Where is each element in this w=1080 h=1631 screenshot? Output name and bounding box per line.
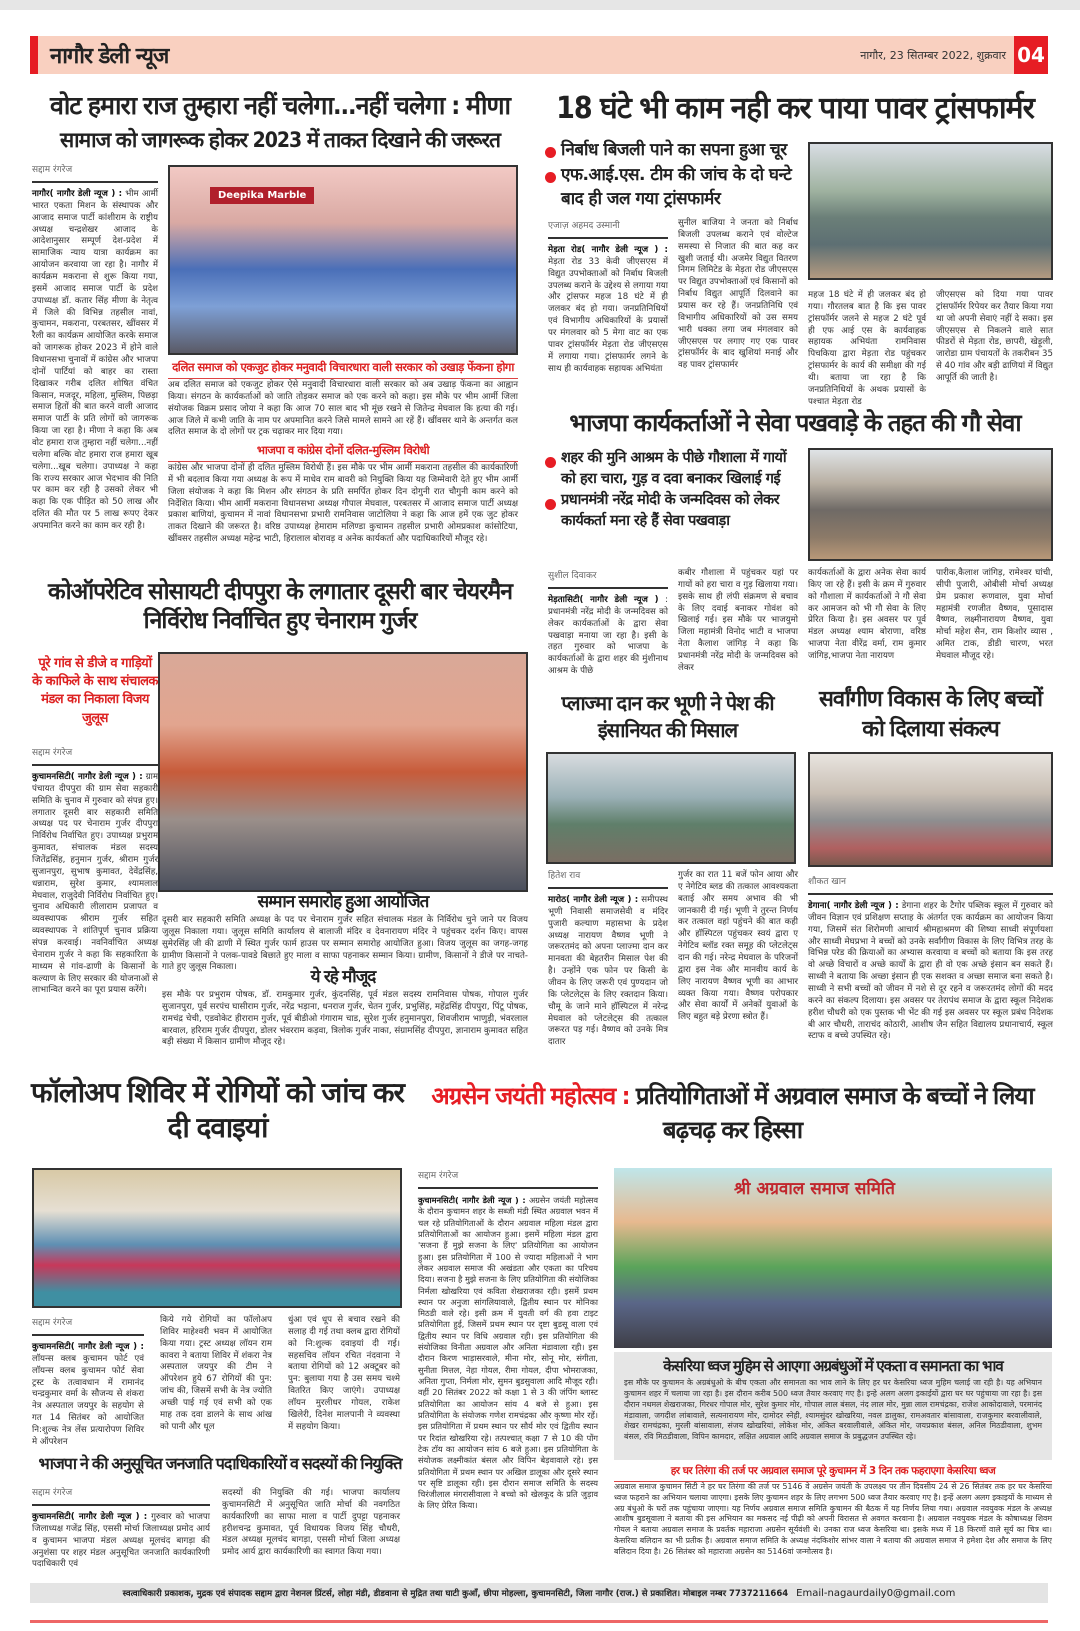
bullet-text: निर्बाध बिजली पाने का सपना हुआ चूर [561,140,787,160]
article7-col1 [32,1315,144,1449]
article9-headline [415,1080,1050,1147]
masthead [30,36,1048,74]
article2-dateline: मेड़ता रोड( नागौर डेली न्यूज ) : [548,245,668,255]
article4-dateline: कुचामनसिटी( नागौर डेली न्यूज ) : [32,772,143,782]
article8-col1-body: गुरुवार को भाजपा जिलाध्यक्ष गजेंद्र सिंह, एससी मोर्चा जिलाध्यक्ष प्रमोद आर्य व कुचामन भाजपा मंडल अध्यक्ष मूलचंद बागड़ा की अनुशंसा पर शहर मंडल अनुसूचित जनजाति कार्यकारिणी पदाधिकारी एवं [32,1512,211,1570]
article9-highlight-box [614,1352,1052,1460]
article4-side-highlight: पूरे गांव से डीजे व गाड़ियों के काफिले के साथ संचालक मंडल का निकाला विजय जुलूस [32,656,158,726]
article1-byline: सद्दाम रंगरेज [32,162,158,183]
article9-subhead-body: अग्रवाल समाज कुचामन सिटी ने हर घर तिरंगा की तर्ज पर 5146 वे अग्रसेन जयंती के उपलक्ष्य पर तीन दिवसीय 24 से 26 सितंबर तक हर घर केसरिया ध्वज फहराने का अभियान चलाया जाएगा। इसके लिए कुचामन शहर के लिए लगभग 500 ध्वज तैयार करवाए गए है। इन्हें अलग अलग इकाइयों के माध्यम से अग्र बंधुओ के घरों तक पहुंचाया जाएगा। यह निर्णय अग्रवाल समाज समिति कुचामन की बैठक में यह निर्णय लिया गया। अग्रवाल नवयुवक मंडल के अध्यक्ष आशीष बुडसूवाला ने बताया की इस अभियान का मकसद नई पीढ़ी को अपनी विरासत से अवगत करवाना है। अग्रवाल नवयुवक मंडल के कोषाध्यक्ष शिवम गोयल ने बताया अग्रवाल समाज के प्रवर्तक महाराजा अग्रसेन सूर्यवंशी थे। उनका राज ध्वज केसरिया था। इसके मध्य में 18 किरणों वाले सूर्य का चित्र था। केसरिया बलिदान का भी प्रतीक है। अग्रवाल समाज समिति के अध्यक्ष नंदकिशोर सांभर वाला ने बताया की अग्रवाल समाज ने हमेशा देश और समाज के लिए बलिदान दिया है। 26 सितंबर को महाराजा अग्रसेन का 5146वां जन्मोत्सव है। [614,1482,1052,1556]
masthead-accent [30,36,38,74]
article2-bullet [545,163,795,212]
article3-col1-text [548,595,668,678]
article7-col1-text [32,1342,144,1449]
article3-col1-body: : प्रधानमंत्री नरेंद्र मोदी के जन्मदिवस को लेकर कार्यकर्ताओं के द्वारा सेवा पखवाड़ा मनाया जा रहा है। इसी के तहत गुरुवार को भाजपा के कार्यकर्ताओं के द्वारा शहर की मुंशीनाथ आश्रम के पीछे [548,595,668,677]
article2-photo-transformer [808,142,1053,280]
article6-body: डेगाना शहर के टैगोर पब्लिक स्कूल में गुरुवार को जीवन विज्ञान एवं प्रशिक्षण सप्ताह के अंतर्गत एक कार्यक्रम का आयोजन किया गया, जिसमें संत शिरोमणी आचार्य श्रीमहाश्रमण की शिष्या साध्वी संपूर्णयशा और साध्वी मेघप्रभा ने बच्चों को उनके सर्वांगीण विकास के लिए विभित्र तरह के विभिन्न परेड की क्रियाओं का अभ्यास करवाया व बच्चों को बताया कि इस तरह वो अच्छे विचारों व अच्छे कार्यों के द्वारा ही वो एक अच्छे इंसान बन सकते हैं। साध्वी ने बताया कि अच्छा इंसान ही एक सशक्त व अच्छा समाज बना सकते है। साध्वी ने सभी बच्चों को जीवन में नशे से दूर रहने व जरूरतमंद लोगों की मदद करने का संकल्प दिलाया। इस अवसर पर तेरापंथ समाज के द्वारा स्कूल निदेशक हरीश चौधरी को एक पुस्तक भी भेंट की गई इस अवसर पर स्कूल प्रबंध निदेशक बी आर चौधरी, ताराचंद कोठारी, आशीष जैन सहित विद्यालय प्रधानाचार्य, स्कूल स्टाफ व बच्चे उपस्थित रहे। [808,901,1053,1042]
newspaper-title: नागौर डेली न्यूज [50,44,169,69]
article1-subheadline: सामाज को जागरूक होकर 2023 में ताकत दिखाने की जरूरत [59,128,501,152]
article9-headline-red: अग्रसेन जयंती महोत्सव : [431,1082,630,1110]
article2-col1-body: मेड़ता रोड 33 केवी जीएसएस में विद्युत उपभोक्ताओं को निर्बाध बिजली उपलब्ध कराने के उद्देश्य से लगाया गया और ट्रांसफर महज 18 घंटे में ही जलकर बंद हो गया। जनप्रतिनिधियों एवं विभागीय अधिकारियों के प्रयासों पर मंगलवार को 5 मेगा वाट का एक पावर ट्रांसफॉर्मर मेड़ता रोड जीएसएस में लगाया गया। ट्रांसफार्मर लगने के साथ ही कार्यवाहक सहायक अभियंता [548,256,668,374]
article6-photo-school [808,752,1053,867]
article2-col3: महज 18 घंटे में ही जलकर बंद हो गया। गौरतलब बात है कि इस पावर ट्रांसफॉर्मर जलने से महज 2 घंटे पूर्व ही एफ आई एस के कार्यवाहक सहायक अभियंता रामनिवास पिचकिया द्वारा मेड़ता रोड पहुंचकर ट्रांसफार्मर के कार्य की समीक्षा की गई थी। बताया जा रहा है कि जनप्रतिनिधियों के अथक प्रयासों के पश्चात मेड़ता रोड [808,290,926,407]
article7-col2: किये गये रोगियों का फॉलोअप शिविर माहेश्वरी भवन में आयोजित किया गया। ट्रस्ट अध्यक्ष लॉयन राम कावरा ने बताया शिविर में शंकरा नेत्र अस्पताल जयपुर की टीम ने ऑपरेशन हुये 67 रोगियों की पुन: जांच की, जिसमें सभी के नेत्र ज्योति अच्छी पाई गई एवं सभी को एक माह तक दवा डालने के साथ आंख को पानी और धूल [160,1315,272,1432]
highlight-box-title: केसरिया ध्वज मुहिम से आएगा अग्रबंधुओं में एकता व समानता का भाव [663,1357,1003,1375]
imprint-text: स्वत्वाधिकारी प्रकाशक, मुद्रक एवं संपादक सद्दाम द्वारा नेशनल प्रिंटर्स, लोहा मंडी, डीडवाना से मुद्रित तथा घाटी कुआँ, छीपा मोहल्ला, कुचामनसिटी, जिला नागौर (राज.) से प्रकाशित। मोबाइल नम्बर 7737211664 [122,1588,789,1599]
article9-body: अग्रसेन जयंती महोत्सव के दौरान कुचामन शहर के सब्जी मंडी स्थित अग्रवाल भवन में चल रहे प्रतियोगिताओं के दौरान अग्रवाल महिला मंडल द्वारा प्रतियोगिताओं का आयोजन हुआ। इसमें महिला मंडल द्वारा 'सजना हैं मुझे सजना के लिए' प्रतियोगिता का आयोजन हुआ। इस प्रतियोगिता में 100 से ज्यादा महिलाओं ने भाग लेकर अग्रवाल समाज की अखंडता और एकता का परिचय दिया। सजना है मुझे सजना के लिए प्रतियोगिता की संयोजिका निर्मला खोखरिया एवं कविता शेखराजका रही। इसमें प्रथम स्थान पर अनुजा सांगलियावाले, द्वितीय स्थान पर मोनिका मिठडी वाले रहे। इसी क्रम में युवती वर्ग की हवा टाइट प्रतियोगिता हुई, जिसमें प्रथम स्थान पर दृष्टा बुडसू वाला एवं द्वितीय स्थान पर विधि अग्रवाल रही। इस प्रतियोगिता की संयोजिका विनीता अग्रवाल और अनिता मंडावाला रही। इस दौरान किरण भाड़ासरवाले, मीना मोर, सोनू मोर, संगीता, सुनीता मित्तल, नेहा गोयल, रीमा गोयल, दीपा भोमराजका, अनिता गुप्ता, निर्मला मोर, सुमन बुडसुवाला आदि मौजूद रही। वहीं 20 सितंबर 2022 को कक्षा 1 से 3 की जंपिंग ब्लास्ट प्रतियोगिता का आयोजन सांय 4 बजे से हुआ। इस प्रतियोगिता के संयोजक गणेश रामचंद्रका और कृष्णा मोर रहें। इस प्रतियोगिता में प्रथम स्थान पर सौर्य मोर एवं द्वितीय स्थान पर रिदांत खोखरिया रहे। तत्पश्चात् कक्षा 7 से 10 की पोंग टेक टॉय का आयोजन सांय 6 बजे हुआ। इस प्रतियोगिता के संयोजक लक्ष्मीकांत बंसल और विपिन बेड़वावाले रहे। इस प्रतियोगिता में प्रथम स्थान पर अखिल डालूका और दूसरे स्थान पर सृष्टि डालूका रही। इस दौरान समाज समिति के सदस्य चिरंजीलाल मंगरासीवाला ने बच्चो को खेलकूद के प्रति जुड़ाव के लिए प्रेरित किया। [418,1195,599,1511]
article2-col1 [548,218,668,375]
article5-col1-body: समीपस्थ भूणी निवासी समाजसेवी व मंदिर पुजारी कल्याण महासभा के प्रदेश अध्यक्ष नारायण वैष्णव भूणी ने जरूरतमंद को अपना प्लाज्मा दान कर मानवता की बेहतरीन मिसाल पेश की है। उन्होंने एक फोन पर किसी के जीवन के लिए जरूरी एवं पुण्यदान जो कि प्लेटलेट्स के लिए रक्तदान किया। चौमू के जाने माने हॉस्पिटल में नरेन्द्र मेघवाल को प्लेटलेट्स की तत्काल जरूरत पड़ गई। वैष्णव को उनके मित्र दातार [548,895,668,1048]
article1-column [32,162,158,533]
article7-headline: फॉलोअप शिविर में रोगियों को जांच कर दी दवाइयां [31,1076,404,1144]
article3-col3: कार्यकर्ताओं के द्वारा अनेक सेवा कार्य किए जा रहे हैं। इसी के क्रम में गुरुवार को गौशाला में कार्यकर्ताओं ने गौ सेवा कर आमजन को भी गौ सेवा के लिए प्रेरित किया है। इस अवसर पर पूर्व मंडल अध्यक्ष श्याम बोराणा, वरिष्ठ भाजपा नेता वीरेंद्र वर्मा, राम कुमार जांगिड़,भाजपा नेता नारायण [808,568,926,662]
article4-subhead-1: सम्मान समारोह हुआ आयोजित [257,892,429,912]
article4-subhead-2: ये रहे मौजूद [310,967,376,987]
article3-bullets [545,448,800,532]
article8-byline: सद्दाम रंगरेज [32,1485,210,1506]
contact-email[interactable]: Email-nagaurdaily0@gmail.com [796,1587,956,1599]
article3-byline: सुशील दिवाकर [548,568,668,589]
article5-col2: गुर्जर का रात 11 बजें फोन आया और ए नेगेटिव ब्लड की तत्काल आवश्यकता बताई और समय अभाव की भी जानकारी दी गई। भूणी ने तुरन्त निर्णय कर तत्काल वहां पहुंचने की बात कही और हॉस्पिटल पहुंचकर स्वयं द्वारा ए नेगेटिव ब्लॉड रक्त समूह की प्लेटलेट्स दान की गई। नरेन्द्र मेघवाल के परिजनों द्वारा इस नेक और मानवीय कार्य के लिए नारायण वैष्णव भूणी का आभार व्यक्त किया गया। वैष्णव परोपकार और सेवा कार्यों में अनेकों युवाओं के लिए बहुत बड़े प्रेरणा स्त्रोत हैं। [678,870,798,1023]
article3-dateline: मेड़तासिटी( नागौर डेली न्यूज ) [548,595,659,605]
article1-subhead-1: दलित समाज को एकजुट होकर मनुवादी विचारधारा वाली सरकार को उखाड़ फेंकना होगा [168,360,518,379]
article6-byline: शौकत खान [808,874,1053,895]
article7-col3: धुंआ एवं धूप से बचाव रखने की सलाह दी गई तथा क्लब द्वारा रोगियों को नि:शुल्क दवाइयां दी गई। सहसचिव लॉयन रचित नंदवाना ने बताया रोगियों को 12 अक्टूबर को पुन: बुलाया गया है उस समय चश्मे वितरित किए जाएंगे। उपाध्यक्ष लॉयन मुरलीधर गोयल, राकेश खिलेरी, दिनेश मालपानी ने व्यवस्था में सहयोग किया। [288,1315,400,1432]
article3-headline: भाजपा कार्यकर्ताओं ने सेवा पखवाड़े के तहत की गौ सेवा [569,409,1021,437]
article9-headline-black: प्रतियोगिताओं में अग्रवाल समाज के बच्चों ने लिया बढ़चढ़ कर हिस्सा [635,1082,1034,1144]
bullet-dot-icon [545,172,556,183]
article2-byline: एजाज़ अहमद उस्मानी [548,218,668,239]
bullet-text: शहर की मुनि आश्रम के पीछे गौशाला में गायों को हरा चारा, गुड़ व दवा बनाकर खिलाई गई [561,450,787,488]
article9-photo-agrawal-samaj [614,1168,1052,1348]
article2-headline: 18 घंटे भी काम नही कर पाया पावर ट्रांसफार्मर [556,91,1034,126]
issue-date: नागौर, 23 सितम्बर 2022, शुक्रवार [860,48,1006,62]
bullet-dot-icon [545,499,556,510]
page-number: 04 [1014,36,1048,74]
article7-photo-eye-camp [32,1168,402,1308]
article8-col1 [32,1485,210,1571]
article4-col1-text [32,772,158,997]
article5-col1-text [548,895,668,1049]
imprint-footer [30,1583,1048,1603]
article5-photo-plasma [546,752,796,864]
article3-col2: कबीर गौशाला में पहुंचकर यहां पर गायों को हरा चारा व गुड़ खिलाया गया। इसके साथ ही लंपी संक्रमण से बचाव के लिए दवाई बनाकर गोवंश को खिलाई गई। इस मौके पर भाजयुमो जिला महामंत्री विनोद भाटी व भाजपा नेता कैलाश जांगिड़ ने कहा कि प्रधानमंत्री नरेंद्र मोदी के जन्मदिवस को लेकर [678,568,798,673]
article8-col1-text [32,1512,210,1571]
footer-rule [30,1620,1048,1623]
article8-col2: सदस्यों की नियुक्ति की गई। भाजपा कार्यालय कुचामनसिटी में अनुसूचित जाति मोर्चा की नवगठित कार्यकारिणी का साफा माला व पार्टी दुपट्टा पहनाकर हरीशचन्द्र कुमावत, पूर्व विधायक विजय सिंह चौधरी, मंडल अध्यक्ष मूलचंद बागड़ा, एससी मोर्चा जिला अध्यक्ष प्रमोद आर्य द्वारा कार्यकारिणी का स्वागत किया गया। [222,1488,400,1558]
article9-subhead: हर घर तिरंगा की तर्ज पर अग्रवाल समाज पूरे कुचामन में 3 दिन तक फहराएगा केसरिया ध्वज [614,1464,1052,1482]
article2-bullet [545,138,795,163]
photo-shop-sign: Deepika Marble [210,187,314,204]
article9-column [418,1168,598,1512]
highlight-box-body: इस मौके पर कुचामन के अग्रबंधुओ के बीच एकता और समानता का भाव लाने के लिए हर घर केसरिया ध्वज मुहिम चलाई जा रही है। यह अभियान कुचामन शहर में चलाया जा रहा है। इस दौरान करीब 500 ध्वज तैयार करवाए गए है। इन्हे अलग अलग इकाईयों द्वारा घर घर पहुंचाया जा रहा है। इस दौरान नथमल शेखराजका, गिरधर गोपाल मोर, सुरेश कुमार मोर, गोपाल लाल बंसल, नंद लाल मोर, मुन्ना लाल रामचंद्रका, राजेश आकोदावाले, परमानंद मंडावाला, जगदीश लांबावाले, सत्यनारायण मोर, दामोदर स्नेही, श्यामसुंदर खोखरिया, नवल डालुका, रामअवतार बांसावाला, राजकुमार बरवालीवाले, शेखर रामचंद्रका, मुरली बांसावाला, संजय खोखरियां, लोकेश मोर, अंकित बरवालीवाले, अंकित मोर, जयप्रकाश बंसल, अनिल मिठडीवाला, शुभम बंसल, रवि मिठडीवाला, विपिन कामदार, लक्षित अग्रवाल आदि अग्रवाल समाज के प्रबुद्धजन उपस्थित रहे। [624,1378,1042,1441]
article4-byline: सद्दाम रंगरेज [32,745,158,766]
article6-column [808,874,1053,1043]
article7-col1-body: लॉयन्स क्लब कुचामन फोर्ट एवं लॉयन्स क्लब कुचामन फोर्ट सेवा ट्रस्ट के तत्वावधान में रामानंद चन्द्रकुमार वर्मा के सौजन्य से शंकरा नेत्र अस्पताल जयपुर के सहयोग से गत 14 सितंबर को आयोजित नि:शुल्क नेत्र लेंस प्रत्यारोपण शिविर मे ऑपरेशन [32,1353,144,1447]
article5-dateline: मारोठ( नागौर डेली न्यूज ) : [548,895,639,905]
article9-dateline: कुचामनसिटी( नागौर डेली न्यूज ) : [418,1195,526,1205]
article2-col2: सुनील बाजिया ने जनता को निर्बाध बिजली उपलब्ध कराने एवं वोल्टेज समस्या से निजात की बात कह कर खुशी जताई थी। अजमेर विद्युत वितरण निगम लिमिटेड के मेड़ता रोड जीएसएस पर विद्युत उपभोक्ताओं एवं किसानों को निर्बाध विद्युत आपूर्ति दिलवाने का प्रयास कर रहे हैं। जनप्रतिनिधि एवं विभागीय अधिकारियों को उस समय भारी धक्का लगा जब मंगलवार को जीएसएस पर लगाए गए एक पावर ट्रांसफॉर्मर के बाद खुशियां मनाई और वह पावर ट्रांसफार्मर [678,218,798,371]
article9-text [418,1195,598,1512]
article7-byline: सद्दाम रंगरेज [32,1315,144,1336]
article3-col1 [548,568,668,678]
article1-subhead-2: भाजपा व कांग्रेस दोनों दलित-मुस्लिम विरोधी [168,443,518,462]
article1-photo-rally [168,165,518,355]
article4-photo-celebration [158,652,528,892]
article4-subhead-2-body: इस मौके पर प्रभुराम पोषक, डॉ. रामकुमार गुर्जर, कुंदनसिंह, पूर्व मंडल सदस्य रामनिवास पोषक, गोपाल गुर्जर सुजानपुरा, पूर्व सरपंच घासीराम गुर्जर, नरेंद्र भड़ाना, धनराज गुर्जर, चेतन गुर्जर, प्रभुसिंह, महेंद्रसिंह दीपपुरा, पिंटू पोषक, रामचंद्र चेची, एडवोकेट हीराराम गुर्जर, पूर्व बीडीओ गंगाराम चाड, सुरेश गुर्जर हनुमानपुरा, शिवजीराम भाणुड़ी, भंवरलाल बारवाल, हरिराम गुर्जर दीपपुरा, डोलर भंवरराम कड़वा, त्रिलोक गुर्जर नाका, संग्रामसिंह दीपपुरा, ज्ञानाराम कुमावत सहित बड़ी संख्या में किसान ग्रामीण मौजूद रहे। [162,990,528,1048]
article1-subhead-2-body: कांग्रेस और भाजपा दोनों ही दलित मुस्लिम विरोधी हैं। इस मौके पर भीम आर्मी मकराना तहसील की कार्यकारिणी में भी बदलाव किया गया अध्यक्ष के रूप में माधेव राम बावरी को नियुक्ति किया यह जिम्मेवारी देते हुए भीम आर्मी जिला संयोजक ने कहा कि मिशन और संगठन के प्रति समर्पित होकर दिन दोगुनी रात चौगुनी काम करने को निर्देशित किया। भीम आर्मी मकराना विधानसभा अध्यक्ष गौपाल मेघवाल, परबतसर में आजाद समाज पार्टी अध्यक्ष प्रकाश बाणियां, कुचामन में नावां विधानसभा प्रभारी रामनिवास जाटोलिया ने कहा कि आज हमें एक जुट होकर ताकत दिखाने की जरूरत है। वरिष्ठ उपाध्यक्ष हेमाराम मलिण्डा कुचामन तहसील प्रभारी ओमप्रकाश कांसोटिया, खींवसर तहसील अध्यक्ष महेन्द्र भाटी, हिरालाल बोरावड़ व अनेक कार्यकर्ता और पदाधिकारियों मौजूद रहे। [168,463,518,545]
article6-text [808,901,1053,1043]
article3-photo-gaushala [808,448,1053,561]
bullet-dot-icon [545,147,556,158]
article5-headline: प्लाज्मा दान कर भूणी ने पेश की इंसानियत की मिसाल [561,691,774,742]
article6-headline: सर्वांगीण विकास के लिए बच्चों को दिलाया संकल्प [819,687,1042,742]
article2-col1-text [548,245,668,375]
article8-headline: भाजपा ने की अनुसूचित जनजाति पदाधिकारियों व सदस्यों की नियुक्ति [38,1454,402,1473]
article4-col1-body: ग्राम पंचायत दीपपुरा की ग्राम सेवा सहकारी समिति के चुनाव में गुरुवार को संपन्न हुए। लगातार दूसरी बार सहकारी समिति अध्यक्ष पद पर चेनाराम गुर्जर दीपपुरा निर्विरोध निर्वाचित हुए। उपाध्यक्ष प्रभुराम कुमावत, संचालक मंडल सदस्य जितेंद्रसिंह, हनुमान गुर्जर, श्रीराम गुर्जर सुजानपुरा, सुभाष कुमावत, देवेंद्रसिंह, धन्नाराम, सुरेश कुमार, श्यामलाल मेघवाल, राजुदेवी निर्विरोध निर्वाचित हुए। चुनाव अधिकारी लीलाराम प्रजापत व व्यवस्थापक श्रीराम गुर्जर सहित व्यवस्थापक ने शांतिपूर्ण चुनाव प्रक्रिया संपन्न करवाई। नवनिर्वाचित अध्यक्ष चेनाराम गुर्जर ने कहा कि सहकारिता के माध्यम से गांव-ढाणी के किसानों के कल्याण के लिए सरकार की योजनाओं से लाभान्वित करने का पूरा प्रयास करेंगे। [32,772,158,996]
bullet-dot-icon [545,457,556,468]
article3-bullet [545,448,800,490]
bullet-text: प्रधानमंत्री नरेंद्र मोदी के जन्मदिवस को लेकर कार्यकर्ता मना रहे हैं सेवा पखवाड़ा [561,492,780,530]
article1-text: भीम आर्मी भारत एकता मिशन के संस्थापक और आजाद समाज पार्टी कांशीराम के राष्ट्रीय अध्यक्ष चन्द्रशेखर आजाद के आदेशानुसार सम्पूर्ण देश-प्रदेश में सामाजिक न्याय यात्रा कार्यक्रम का आयोजन करवाया जा रहा है। नागौर में कार्यक्रम मकराना से शुरू किया गया, इसमें आजाद समाज पार्टी के प्रदेश उपाध्यक्ष डॉ. कतार सिंह मीणा के नेतृत्व में जिले की विभिन्न तहसील नावां, कुचामन, मकराना, परबतसर, खींवसर में रैली का कार्यक्रम आयोजित करके समाज को जागरूक होकर 2023 में होने वाले विधानसभा चुनावों में कांग्रेस और भाजपा दोनों पार्टियां को बाहर का रास्ता दिखाकर गरीब दलित शोषित वंचित किसान, मजदूर, महिला, मुस्लिम, पिछड़ा समाज हितों की बात करने वाली आजाद समाज पार्टी के प्रति लोगों को जागरूक किया जा रहा है। मीणा ने कहा कि अब वोट हमारा राज तुम्हारा नहीं चलेगा...नहीं चलेगा बल्कि वोट हमारा राज हमारा खूब चलेगा...खूब चलेगा। उपाध्यक्ष ने कहा कि राज्य सरकार आज भेदभाव की निति पर काम कर रही है उसको लेकर भी कहा कि एक पीड़ित को 50 लाख और दलित की मौत पर 5 लाख रूपए देकर अपमानित करने का काम कर रही है। [32,189,158,532]
article8-dateline: कुचामनसिटी( नागौर डेली न्यूज ) : [32,1512,148,1522]
article1-dateline: नागौर( नागौर डेली न्यूज ) : [32,189,123,199]
article5-byline: हितेश राव [548,868,668,889]
article3-bullet [545,490,800,532]
article7-dateline: कुचामनसिटी( नागौर डेली न्यूज ) : [32,1342,144,1352]
article3-col4: पारीक,कैलाश जांगिड़, रामेश्वर घांची, सीपी पुजारी, ओबीसी मोर्चा अध्यक्ष प्रेम प्रकाश रूणवाल, युवा मोर्चा महामंत्री रणजीत वैष्णव, पूसादास वैष्णव, लक्ष्मीनारायण वैष्णव, युवा मोर्चा महेश सैन, राम किशोर व्यास , अमित टाक, डीडी चारण, भरत मेघवाल मौजूद रहे। [936,568,1053,662]
article2-bullets [545,138,795,212]
article1-body [32,189,158,533]
bullet-text: एफ.आई.एस. टीम की जांच के दो घन्टे बाद ही जल गया ट्रांसफार्मर [561,164,792,210]
top-margin-bar [0,0,1080,10]
article9-byline: सद्दाम रंगरेज [418,1168,598,1189]
article4-col1 [32,745,158,997]
article4-headline: कोऑपरेटिव सोसायटी दीपपुरा के लगातार दूसरी बार चेयरमैन निर्विरोध निर्वाचित हुए चेनाराम गुर्जर [47,579,513,634]
article5-col1 [548,868,668,1049]
article1-headline: वोट हमारा राज तुम्हारा नहीं चलेगा...नहीं चलेगा : मीणा [49,91,511,120]
article6-dateline: डेगाना( नागौर डेली न्यूज ) : [808,901,899,911]
article4-subhead-1-body: दूसरी बार सहकारी समिति अध्यक्ष के पद पर चेनाराम गुर्जर सहित संचालक मंडल के निर्विरोध चुने जाने पर विजय जुलूस निकाला गया। जुलूस समिति कार्यालय से बालाजी मंदिर व देवनारायण मंदिर ने पहुंचकर दर्शन किए। वापस सुमेरसिंह जी की ढाणी में स्थित गुर्जर फार्म हाउस पर सम्मान समारोह आयोजित हुआ। विजय जुलूस का जगह-जगह ग्रामीण किसानों ने पलक-पावडे बिछाते हुए माला व साफा पहनाकर सम्मान किया। ग्रामीण, किसानों ने डीजे पर नाचते- गाते हुए जुलूस निकाला। [162,915,528,973]
article2-col4: जीएसएस को दिया गया पावर ट्रांसफॉर्मर रिपेयर कर तैयार किया गया था जो अपनी सेवाएं नहीं दे सका। इस जीएसएस से निकलने वाले सात फीडरों से मेड़ता रोड, छापरी, खेड़ूली, जारोडा ग्राम पंचायतों के तकरीबन 35 से 40 गांव और बड़ी ढाणियां में विद्युत आपूर्ति की जाती है। [936,290,1053,384]
photo-banner-text: श्री अग्रवाल समाज समिति [734,1179,895,1199]
article1-subhead-1-body: अब दलित समाज को एकजुट होकर ऐसे मनुवादी विचारधारा वाली सरकार को अब उखाड़ फेंकना का आह्वान किया। संगठन के कार्यकर्ताओं को जाति तोड़कर समाज को एक करने को कहा। इस मौके पर भीम आर्मी जिला संयोजक विक्रम प्रसाद जोया ने कहा कि आज 70 साल बाद भी मूंछ रखने से जितेन्द्र मेघवाल कि हत्या की गई। आज जिले में कभी जाति के नाम पर अपमानित करने जिसे मामले सामने आ रहें हैं। खींवसर थाने के अन्तर्गत कल दलित समाज के दो लोगों पर ट्रक चढ़ाकर मार दिया गया। [168,380,518,438]
